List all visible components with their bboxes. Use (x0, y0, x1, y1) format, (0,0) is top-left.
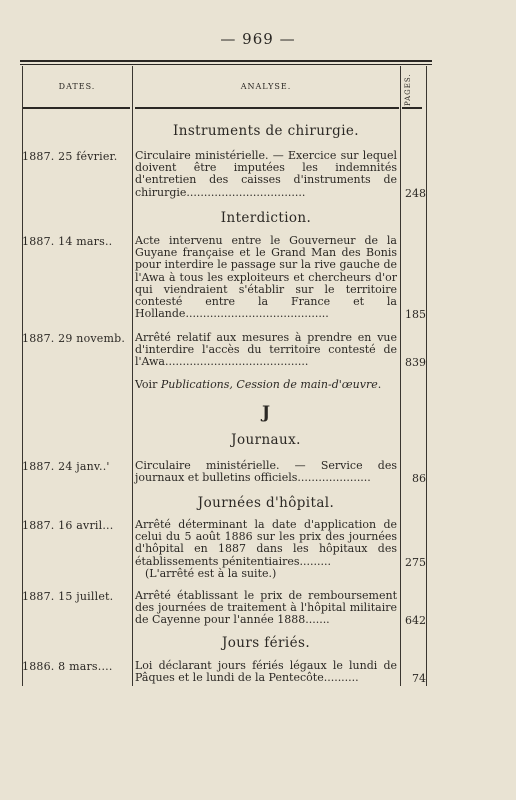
letter-heading: J (261, 403, 271, 423)
top-thick-rule (20, 60, 432, 62)
entry-text: Acte intervenu entre le Gouverneur de la Guyane française et le Grand Man des Bonis pour interdire le passage sur la rive gauche de l'Awa à tous les exploiteurs et chercheurs d'or qui viendraient s'établir sur le territoire contesté entre la France et la Hollande......................................... (135, 234, 397, 321)
entry-text: Loi déclarant jours fériés légaux le lundi de Pâques et le lundi de la Pentecôte.......... (135, 659, 397, 685)
entry-text (135, 519, 397, 580)
entry-page: 185 (405, 308, 426, 321)
entry-text: Circulaire ministérielle. — Exercice sur lequel doivent être imputées les indemnités d'entretien des caisses d'instruments de chirurgie.................................. (135, 149, 397, 199)
see-also-note (135, 378, 397, 391)
entry-text: Circulaire ministérielle. — Service des journaux et bulletins officiels..................... (135, 459, 397, 485)
entry-page: 86 (412, 472, 426, 485)
column-line-dates (132, 66, 133, 686)
header-dates: DATES. (58, 82, 96, 91)
entry-page: 248 (405, 187, 426, 200)
column-line-analysis (400, 66, 401, 686)
entry-date: 1887. 25 février. (22, 150, 118, 163)
entry-text: Arrêté établissant le prix de remboursement des journées de traitement à l'hôpital militaire de Cayenne pour l'année 1888....... (135, 589, 397, 627)
header-rule-right (402, 107, 422, 109)
see-also-suffix: . (377, 378, 382, 391)
header-rule-left (22, 107, 130, 109)
entry-date: 1887. 24 janv..' (22, 460, 110, 473)
section-title: Journées d'hôpital. (197, 495, 335, 511)
entry-date: 1887. 16 avril... (22, 519, 114, 532)
header-analysis: ANALYSE. (240, 82, 292, 91)
entry-page: 74 (412, 672, 426, 685)
entry-text: Arrêté relatif aux mesures à prendre en vue d'interdire l'accès du territoire contesté de l'Awa......................................... (135, 331, 397, 369)
entry-note: (L'arrêté est à la suite.) (145, 566, 277, 580)
header-pages: PAGES. (404, 73, 412, 107)
entry-date: 1887. 14 mars.. (22, 235, 113, 248)
page-number: — 969 — (220, 30, 296, 48)
entry-page: 839 (405, 356, 426, 369)
see-also-refs: Publications, Cession de main-d'œuvre (160, 378, 378, 391)
section-title: Jours fériés. (221, 635, 311, 651)
section-title: Interdiction. (220, 210, 312, 226)
entry-date: 1887. 29 novemb. (22, 332, 126, 345)
entry-page: 642 (405, 614, 426, 627)
header-rule-mid (135, 107, 399, 109)
entry-page: 275 (405, 556, 426, 569)
entry-date: 1886. 8 mars.... (22, 660, 113, 673)
entry-date: 1887. 15 juillet. (22, 590, 114, 603)
section-title: Journaux. (231, 432, 301, 448)
column-line-pages (426, 66, 427, 686)
see-also-prefix: Voir (135, 378, 158, 391)
section-title: Instruments de chirurgie. (173, 123, 359, 139)
entry-body: Arrêté déterminant la date d'application de celui du 5 août 1886 sur les prix des journées d'hôpital en 1887 dans les hôpitaux des établissements pénitentiaires......... (135, 518, 397, 568)
top-thin-rule (20, 64, 432, 65)
